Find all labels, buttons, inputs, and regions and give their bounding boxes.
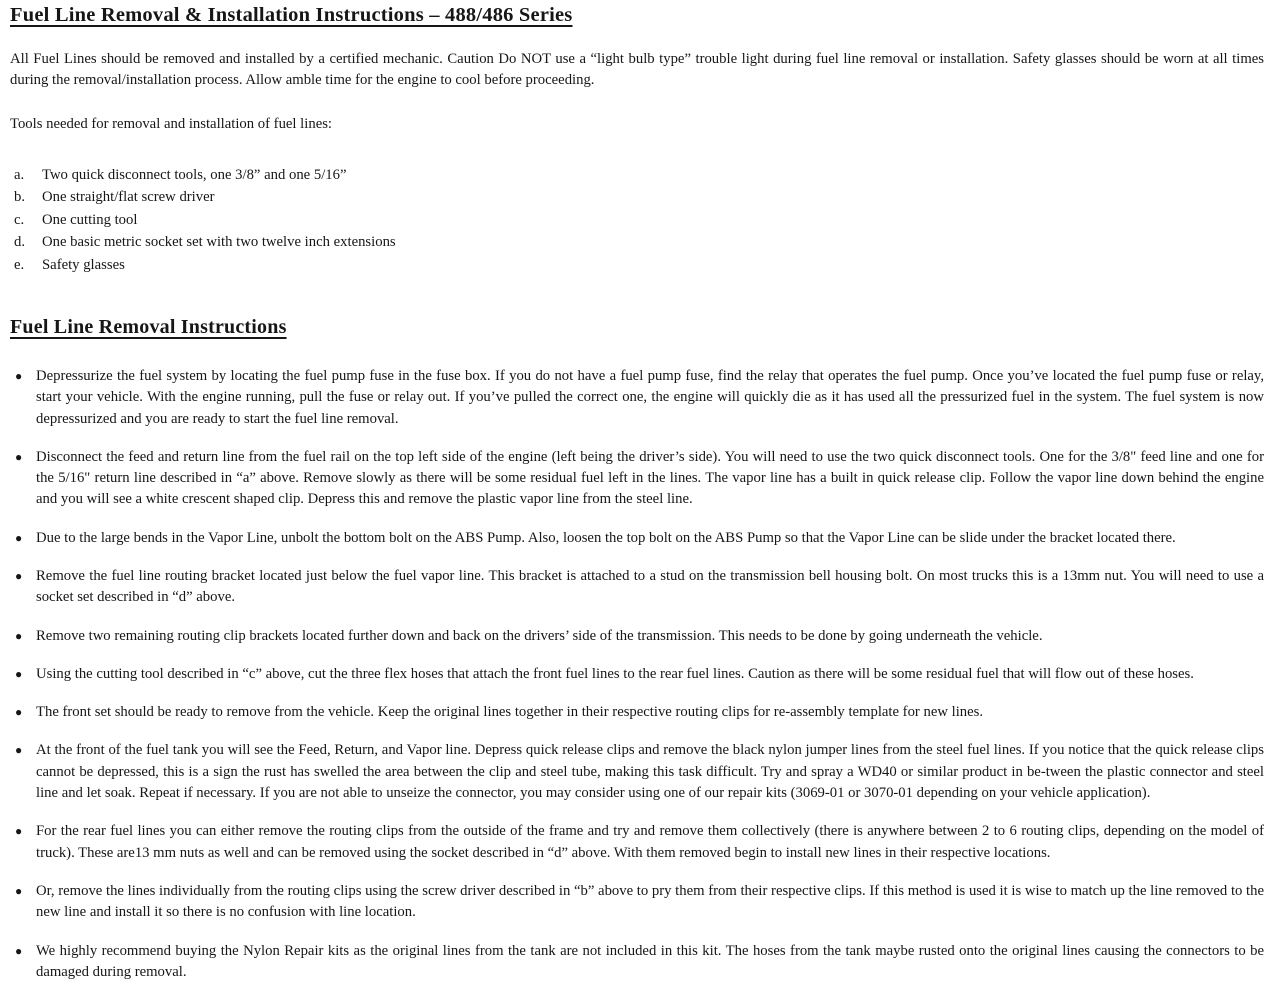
- tools-list-item: [10, 186, 1264, 208]
- document-title: Fuel Line Removal & Installation Instructions – 488/486 Series: [10, 4, 573, 26]
- bullet-icon: ●: [15, 530, 23, 545]
- instruction-item: [10, 740, 1264, 804]
- list-item-text: Two quick disconnect tools, one 3/8” and one 5/16”: [42, 166, 347, 183]
- instruction-text: Remove the fuel line routing bracket located just below the fuel vapor line. This bracket is attached to a stud on the transmission bell housing bolt. On most trucks this is a 13mm nut. You will need to use a socket set described in “d” above.: [36, 568, 1264, 606]
- instruction-item: [10, 447, 1264, 511]
- tools-list-item: [10, 254, 1264, 276]
- instruction-text: Remove two remaining routing clip brackets located further down and back on the drivers’ side of the transmission. This needs to be done by going underneath the vehicle.: [36, 627, 1043, 644]
- instruction-item: [10, 941, 1264, 984]
- instruction-text: At the front of the fuel tank you will see the Feed, Return, and Vapor line. Depress quick release clips and remove the black nylon jumper lines from the steel fuel lines. If you notice that the quick release clips cannot be depressed, this is a sign the rust has swelled the area between the clip and steel tube, making this task difficult. Try and spray a WD40 or similar product in be-tween the plastic connector and steel line and let soak. Repeat if necessary. If you are not able to unseize the connector, you may consider using one of our repair kits (3069-01 or 3070-01 depending on your vehicle application).: [36, 742, 1264, 802]
- bullet-icon: ●: [15, 883, 23, 898]
- instructions-list: [10, 366, 1264, 983]
- instruction-item: [10, 528, 1264, 549]
- instruction-text: The front set should be ready to remove from the vehicle. Keep the original lines together in their respective routing clips for re-assembly template for new lines.: [36, 704, 984, 721]
- bullet-icon: ●: [15, 943, 23, 958]
- instruction-item: [10, 881, 1264, 924]
- list-letter: a.: [14, 166, 25, 183]
- instruction-text: For the rear fuel lines you can either remove the routing clips from the outside of the frame and try and remove them collectively (there is anywhere between 2 to 6 routing clips, depending on the model of truck). These are13 mm nuts as well and can be removed using the socket described in “d” above. With them removed begin to install new lines in their respective locations.: [36, 823, 1264, 861]
- instruction-text: We highly recommend buying the Nylon Repair kits as the original lines from the tank are not included in this kit. The hoses from the tank maybe rusted onto the original lines causing the connectors to be damaged during removal.: [36, 942, 1264, 980]
- bullet-icon: ●: [15, 449, 23, 464]
- list-letter: d.: [14, 234, 26, 251]
- bullet-icon: ●: [15, 743, 23, 758]
- instruction-item: [10, 702, 1264, 723]
- tools-list-item: [10, 209, 1264, 231]
- instruction-text: Or, remove the lines individually from the routing clips using the screw driver described in “b” above to pry them from their respective clips. If this method is used it is wise to match up the line removed to the new line and install it so there is no confusion with line location.: [36, 882, 1264, 921]
- bullet-icon: ●: [15, 628, 23, 643]
- title-row: [10, 4, 1264, 47]
- instruction-item: [10, 664, 1264, 685]
- instruction-item: [10, 566, 1264, 609]
- list-item-text: One cutting tool: [42, 211, 138, 228]
- instruction-text: Disconnect the feed and return line from the fuel rail on the top left side of the engine (left being the driver’s side). You will need to use the two quick disconnect tools. One for the 3/8" feed line and one for the 5/16" return line described in “a” above. Remove slowly as there will be some residual fuel left in the lines. The vapor line has a built in quick release clip. Follow the vapor line down behind the engine and you will see a white crescent shaped clip. Depress this and remove the plastic vapor line from the steel line.: [36, 448, 1264, 508]
- instruction-item: [10, 821, 1264, 864]
- tools-list: [10, 164, 1264, 276]
- intro-paragraph: All Fuel Lines should be removed and installed by a certified mechanic. Caution Do NOT use a “light bulb type” trouble light during fuel line removal or installation. Safety glasses should be worn at all times during the removal/installation process. Allow amble time for the engine to cool before proceeding.: [10, 51, 1264, 89]
- list-item-text: One straight/flat screw driver: [42, 189, 215, 206]
- list-item-text: One basic metric socket set with two twelve inch extensions: [42, 234, 396, 251]
- tools-list-item: [10, 231, 1264, 253]
- instruction-text: Depressurize the fuel system by locating the fuel pump fuse in the fuse box. If you do not have a fuel pump fuse, find the relay that operates the fuel pump. Once you’ve located the fuel pump fuse or relay, start your vehicle. With the engine running, pull the fuse or relay out. If you’ve pulled the correct one, the engine will quickly die as it has used all the pressurized fuel in the system. The fuel system is now depressurized and you are ready to start the fuel line removal.: [36, 367, 1264, 427]
- list-letter: e.: [14, 256, 25, 273]
- bullet-icon: ●: [15, 569, 23, 583]
- bullet-icon: ●: [15, 824, 23, 839]
- tools-list-item: [10, 164, 1264, 186]
- list-letter: c.: [14, 211, 25, 228]
- bullet-icon: ●: [15, 705, 23, 720]
- instruction-item: [10, 366, 1264, 430]
- bullet-icon: ●: [15, 666, 23, 681]
- instruction-item: [10, 626, 1264, 647]
- instruction-text: Due to the large bends in the Vapor Line, unbolt the bottom bolt on the ABS Pump. Also, loosen the top bolt on the ABS Pump so that the Vapor Line can be slide under the bracket located there.: [36, 529, 1176, 546]
- section-heading: Fuel Line Removal Instructions: [10, 315, 287, 338]
- heading-row: [10, 290, 1264, 366]
- list-letter: b.: [14, 189, 26, 206]
- tools-intro-text: Tools needed for removal and installation of fuel lines:: [10, 115, 333, 132]
- instruction-text: Using the cutting tool described in “c” above, cut the three flex hoses that attach the front fuel lines to the rear fuel lines. Caution as there will be some residual fuel that will flow out of these hoses.: [36, 665, 1194, 682]
- list-item-text: Safety glasses: [42, 256, 125, 273]
- bullet-icon: ●: [15, 368, 23, 383]
